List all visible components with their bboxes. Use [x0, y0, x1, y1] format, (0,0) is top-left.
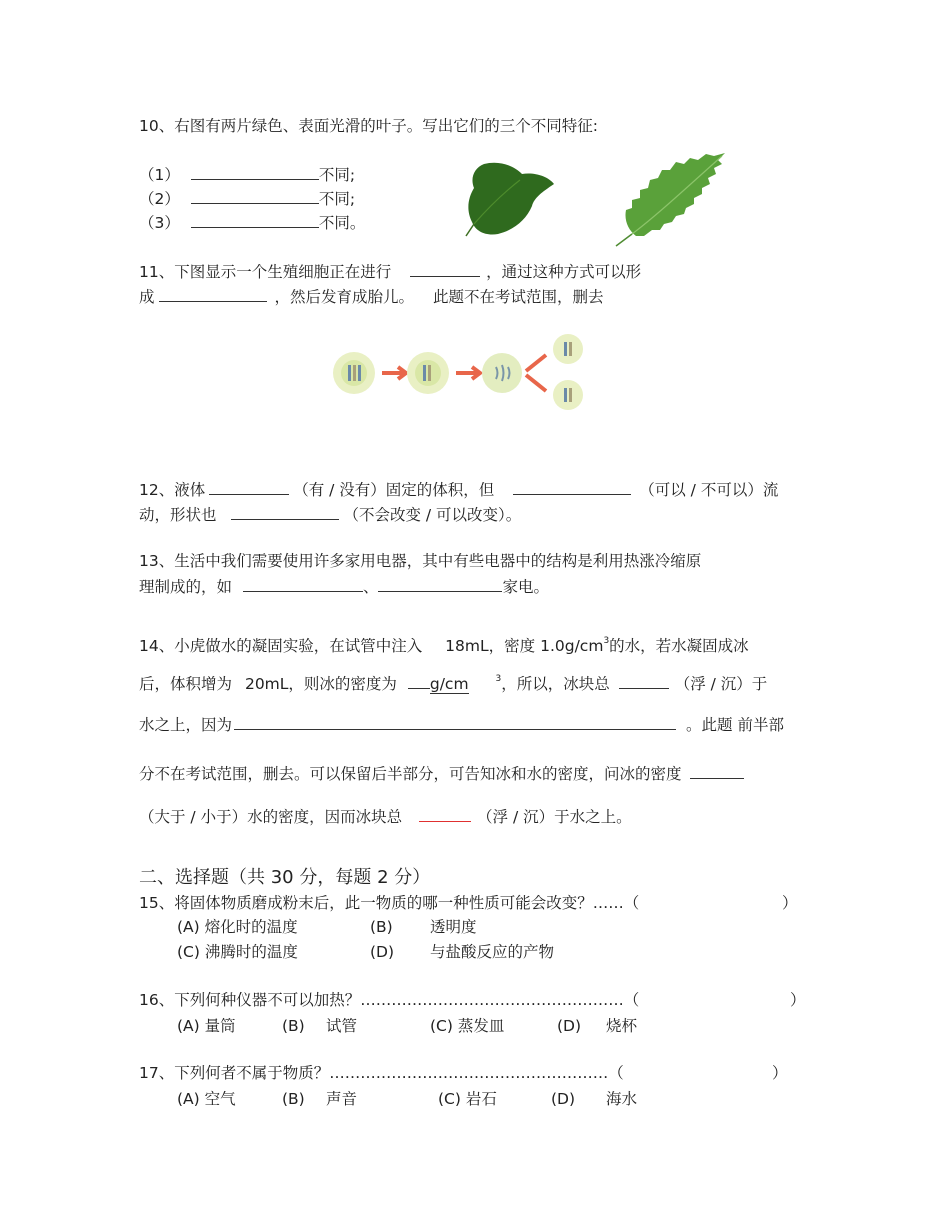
answer-blank[interactable] [191, 189, 319, 204]
section-2-heading: 二、选择题（共 30 分，每题 2 分） [139, 867, 431, 888]
q10-item-3 [139, 213, 365, 233]
item-suffix: 不同。 [318, 214, 366, 232]
q13-text: 、 [362, 578, 379, 596]
q17-option-b-label[interactable]: (B) [282, 1090, 305, 1108]
item-number: （3） [139, 214, 180, 232]
q12-line-1 [139, 480, 778, 500]
q10-question: 10、右图有两片绿色、表面光滑的叶子。写出它们的三个不同特征: [139, 117, 598, 135]
q10-item-1 [139, 165, 355, 185]
q16-option-d-label[interactable]: (D) [557, 1017, 582, 1035]
q11-text: ，然后发育成胎儿。 [274, 288, 415, 306]
q14-text: ，密度 [488, 637, 536, 655]
q14-line-5 [139, 807, 632, 827]
q15-option-c[interactable]: (C) 沸腾时的温度 [177, 943, 298, 961]
q11-text: ，通过这种方式可以形 [486, 263, 642, 281]
serrated-leaf-image [610, 150, 732, 252]
q14-sup: 3 [495, 674, 502, 684]
q15-option-b-label[interactable]: (B) [370, 918, 393, 936]
q14-text: 14、小虎做水的凝固实验，在试管中注入 [139, 637, 423, 655]
q11-note: 此题不在考试范围，删去 [432, 288, 604, 306]
answer-blank[interactable] [231, 505, 339, 520]
answer-blank[interactable] [410, 262, 480, 277]
item-number: （2） [139, 190, 180, 208]
ivy-leaf-image [462, 158, 558, 240]
item-suffix: 不同; [318, 166, 356, 184]
q13-line-2 [139, 577, 549, 597]
q14-text: ，则冰的密度为 [288, 675, 397, 693]
q14-line-2 [139, 674, 767, 694]
q15-close-paren: ） [782, 894, 798, 912]
q14-volume: 20mL [244, 675, 289, 693]
q14-unit: g/cm [429, 675, 469, 693]
q10-item-2 [139, 189, 355, 209]
q14-text: 。此题 前半部 [686, 716, 784, 734]
q16-option-d-text[interactable]: 烧杯 [606, 1017, 638, 1035]
arrow-icon [382, 367, 406, 379]
item-number: （1） [139, 166, 180, 184]
answer-blank[interactable] [191, 213, 319, 228]
q13-text: 家电。 [502, 578, 549, 596]
q12-text: 12、液体 [139, 481, 206, 499]
q14-text: 的水，若水凝固成冰 [609, 637, 749, 655]
arrow-icon [526, 355, 546, 391]
answer-blank[interactable] [209, 480, 289, 495]
q16-option-b-text[interactable]: 试管 [326, 1017, 358, 1035]
q14-text: ，所以，冰块总 [501, 675, 610, 693]
q14-density: 1.0g/cm [540, 637, 604, 655]
q12-line-2 [139, 505, 521, 525]
q15-option-d-label[interactable]: (D) [370, 943, 395, 961]
q17-option-a[interactable]: (A) 空气 [177, 1090, 236, 1108]
q16-stem: 16、下列何种仪器不可以加热？……………………………………………（ [139, 991, 640, 1009]
q14-volume: 18mL [445, 637, 489, 655]
q17-option-d-text[interactable]: 海水 [606, 1090, 638, 1108]
item-suffix: 不同; [318, 190, 356, 208]
answer-blank[interactable] [408, 674, 430, 689]
q14-text: （浮 / 沉）于水之上。 [477, 808, 632, 826]
q15-option-a[interactable]: (A) 熔化时的温度 [177, 918, 298, 936]
answer-blank[interactable] [378, 577, 502, 592]
q15-option-b-text[interactable]: 透明度 [430, 918, 477, 936]
q13-line-1: 13、生活中我们需要使用许多家用电器，其中有些电器中的结构是利用热涨冷缩原 [139, 552, 702, 570]
q17-option-d-label[interactable]: (D) [551, 1090, 576, 1108]
q15-stem: 15、将固体物质磨成粉末后，此一物质的哪一种性质可能会改变？……（ [139, 894, 640, 912]
answer-blank[interactable] [419, 807, 471, 822]
answer-blank[interactable] [619, 674, 669, 689]
q11-line-1 [139, 262, 641, 282]
q16-option-a[interactable]: (A) 量筒 [177, 1017, 236, 1035]
q12-text: （有 / 没有）固定的体积，但 [293, 481, 495, 499]
q16-close-paren: ） [790, 991, 806, 1009]
q14-line-4 [139, 764, 744, 784]
answer-blank[interactable] [690, 764, 744, 779]
q14-text: 分不在考试范围，删去。可以保留后半部分，可告知冰和水的密度，问冰的密度 [139, 765, 682, 783]
q17-option-c[interactable]: (C) 岩石 [438, 1090, 497, 1108]
q17-stem: 17、下列何者不属于物质？………………………………………………（ [139, 1064, 624, 1082]
q16-option-c[interactable]: (C) 蒸发皿 [430, 1017, 505, 1035]
answer-blank[interactable] [191, 165, 319, 180]
answer-blank[interactable] [243, 577, 363, 592]
cell-division-diagram [330, 325, 590, 415]
q11-text: 11、下图显示一个生殖细胞正在进行 [139, 263, 392, 281]
q12-text: 动，形状也 [139, 506, 217, 524]
answer-blank[interactable] [159, 287, 267, 302]
q15-option-d-text[interactable]: 与盐酸反应的产物 [430, 943, 555, 961]
q14-line-3 [139, 715, 784, 735]
q14-text: （浮 / 沉）于 [674, 675, 768, 693]
q14-line-1 [139, 636, 749, 656]
q14-text: 水之上，因为 [139, 716, 233, 734]
q14-text: 后，体积增为 [139, 675, 233, 693]
arrow-icon [456, 367, 480, 379]
q12-text: （可以 / 不可以）流 [639, 481, 779, 499]
answer-blank[interactable] [513, 480, 631, 495]
q11-text: 成 [139, 288, 155, 306]
q17-close-paren: ） [772, 1064, 788, 1082]
answer-blank[interactable] [234, 715, 676, 730]
q14-text: （大于 / 小于）水的密度，因而冰块总 [139, 808, 403, 826]
q16-option-b-label[interactable]: (B) [282, 1017, 305, 1035]
q17-option-b-text[interactable]: 声音 [326, 1090, 358, 1108]
q14-sup: 3 [603, 636, 610, 646]
q11-line-2 [139, 287, 603, 307]
q12-text: （不会改变 / 可以改变）。 [343, 506, 522, 524]
q13-text: 理制成的，如 [139, 578, 233, 596]
